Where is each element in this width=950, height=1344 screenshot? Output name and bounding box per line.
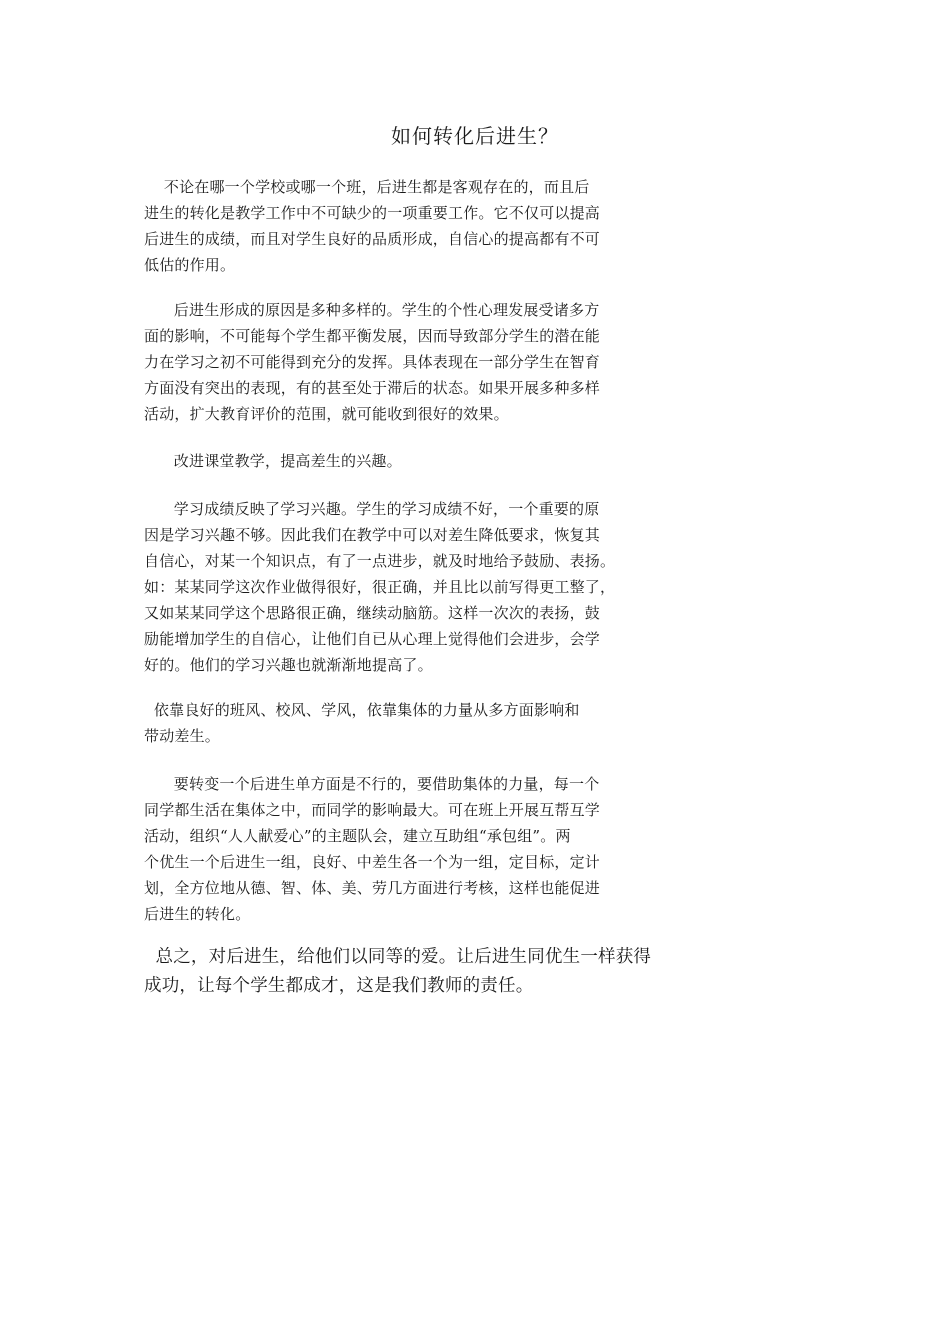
- paragraph-line: 带动差生。: [144, 727, 221, 745]
- paragraph-line: 要转变一个后进生单方面是不行的，要借助集体的力量，每一个: [144, 775, 600, 793]
- paragraph-line: 改进课堂教学，提高差生的兴趣。: [144, 452, 402, 470]
- paragraph-line: 成功，让每个学生都成才，这是我们教师的责任。: [144, 976, 534, 996]
- paragraph-line: 后进生形成的原因是多种多样的。学生的个性心理发展受诸多方: [144, 301, 600, 319]
- paragraph-line: 如：某某同学这次作业做得很好，很正确，并且比以前写得更工整了，: [144, 578, 616, 596]
- document-title: 如何转化后进生？: [391, 124, 559, 148]
- paragraph-line: 不论在哪一个学校或哪一个班，后进生都是客观存在的，而且后: [144, 178, 590, 196]
- paragraph-intro: [144, 174, 664, 278]
- paragraph-heading-classroom: [144, 448, 664, 474]
- paragraph-line: 活动，组织“人人献爱心”的主题队会，建立互助组“承包组”。两: [144, 827, 571, 845]
- paragraph-conclusion: [144, 943, 704, 1001]
- paragraph-line: 划，全方位地从德、智、体、美、劳几方面进行考核，这样也能促进: [144, 879, 601, 897]
- paragraph-line: 励能增加学生的自信心，让他们自已从心理上觉得他们会进步，会学: [144, 630, 601, 648]
- paragraph-line: 低估的作用。: [144, 256, 236, 274]
- paragraph-line: 进生的转化是教学工作中不可缺少的一项重要工作。它不仅可以提高: [144, 204, 601, 222]
- paragraph-line: 学习成绩反映了学习兴趣。学生的学习成绩不好，一个重要的原: [144, 500, 600, 518]
- paragraph-interest: [144, 496, 664, 678]
- paragraph-line: 又如某某同学这个思路很正确，继续动脑筋。这样一次次的表扬，鼓: [144, 604, 601, 622]
- paragraph-line: 因是学习兴趣不够。因此我们在教学中可以对差生降低要求，恢复其: [144, 526, 601, 544]
- paragraph-line: 好的。他们的学习兴趣也就渐渐地提高了。: [144, 656, 433, 674]
- paragraph-line: 同学都生活在集体之中，而同学的影响最大。可在班上开展互帮互学: [144, 801, 601, 819]
- paragraph-line: 总之，对后进生，给他们以同等的爱。让后进生同优生一样获得: [144, 947, 652, 967]
- paragraph-line: 自信心，对某一个知识点，有了一点进步，就及时地给予鼓励、表扬。: [144, 552, 616, 570]
- paragraph-line: 后进生的成绩，而且对学生良好的品质形成，自信心的提高都有不可: [144, 230, 601, 248]
- paragraph-line: 个优生一个后进生一组，良好、中差生各一个为一组，定目标，定计: [144, 853, 601, 871]
- paragraph-heading-collective: [144, 697, 664, 749]
- paragraph-causes: [144, 297, 664, 427]
- paragraph-line: 面的影响，不可能每个学生都平衡发展，因而导致部分学生的潜在能: [144, 327, 601, 345]
- paragraph-line: 后进生的转化。: [144, 905, 251, 923]
- paragraph-line: 力在学习之初不可能得到充分的发挥。具体表现在一部分学生在智育: [144, 353, 601, 371]
- paragraph-line: 活动，扩大教育评价的范围，就可能收到很好的效果。: [144, 405, 509, 423]
- paragraph-line: 依靠良好的班风、校风、学风，依靠集体的力量从多方面影响和: [144, 701, 580, 719]
- paragraph-collective: [144, 771, 664, 927]
- paragraph-line: 方面没有突出的表现，有的甚至处于滞后的状态。如果开展多种多样: [144, 379, 601, 397]
